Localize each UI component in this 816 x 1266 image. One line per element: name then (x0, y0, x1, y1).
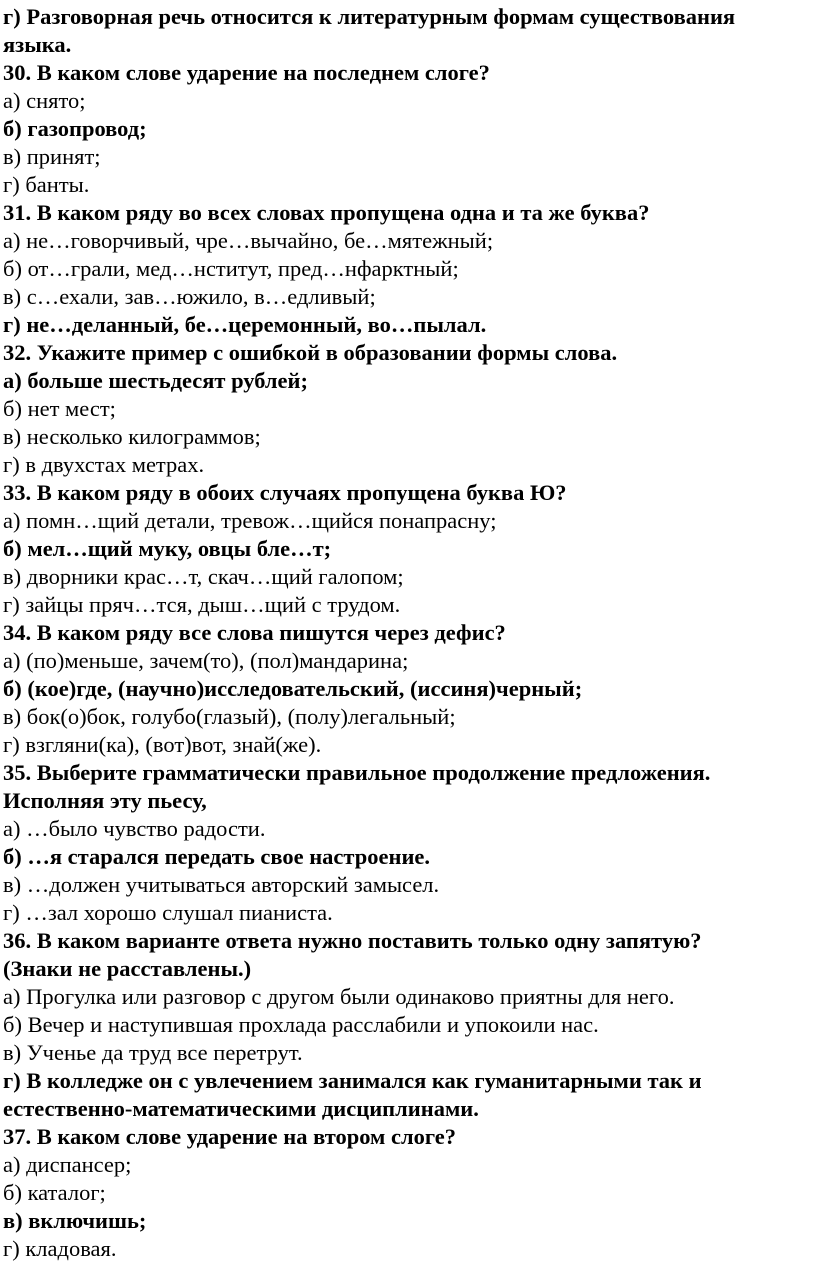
answer-option: а) диспансер; (3, 1152, 132, 1177)
answer-option: г) взгляни(ка), (вот)вот, знай(же). (3, 732, 322, 757)
question-line: 36. В каком варианте ответа нужно поставить только одну запятую? (3, 928, 702, 953)
question-line: 32. Укажите пример с ошибкой в образовании формы слова. (3, 340, 618, 365)
correct-answer-option: б) мел…щий муку, овцы бле…т; (3, 536, 332, 561)
question-line: 34. В каком ряду все слова пишутся через дефис? (3, 620, 506, 645)
correct-answer-option: в) включишь; (3, 1208, 147, 1233)
correct-answer-option: г) не…деланный, бе…церемонный, во…пылал. (3, 312, 487, 337)
correct-answer-option: б) газопровод; (3, 116, 147, 141)
answer-option: б) каталог; (3, 1180, 106, 1205)
answer-option: в) Ученье да труд все перетрут. (3, 1040, 303, 1065)
answer-option: б) от…грали, мед…нститут, пред…нфарктный; (3, 256, 459, 281)
answer-option: в) принят; (3, 144, 101, 169)
correct-answer-option: г) В колледже он с увлечением занимался как гуманитарными так и (3, 1068, 702, 1093)
answer-option: в) бок(о)бок, голубо(глазый), (полу)легальный; (3, 704, 456, 729)
question-line: 33. В каком ряду в обоих случаях пропущена буква Ю? (3, 480, 567, 505)
answer-option: г) в двухстах метрах. (3, 452, 205, 477)
question-line: 31. В каком ряду во всех словах пропущена одна и та же буква? (3, 200, 650, 225)
answer-option: г) банты. (3, 172, 90, 197)
answer-option: в) несколько килограммов; (3, 424, 261, 449)
correct-answer-option: а) больше шестьдесят рублей; (3, 368, 309, 393)
answer-option: а) не…говорчивый, чре…вычайно, бе…мятежный; (3, 228, 494, 253)
answer-option: б) Вечер и наступившая прохлада расслабили и упокоили нас. (3, 1012, 599, 1037)
answer-option: в) …должен учитываться авторский замысел. (3, 872, 440, 897)
correct-answer-option: б) …я старался передать свое настроение. (3, 844, 431, 869)
answer-option: в) с…ехали, зав…южило, в…едливый; (3, 284, 376, 309)
question-continuation: Исполняя эту пьесу, (3, 788, 207, 813)
question-line: 30. В каком слове ударение на последнем слоге? (3, 60, 490, 85)
answer-option: а) помн…щий детали, тревож…щийся понапрасну; (3, 508, 497, 533)
question-continuation: (Знаки не расставлены.) (3, 956, 252, 981)
answer-option: в) дворники крас…т, скач…щий галопом; (3, 564, 404, 589)
question-line: 37. В каком слове ударение на втором слоге? (3, 1124, 456, 1149)
answer-option: а) …было чувство радости. (3, 816, 266, 841)
answer-option: г) …зал хорошо слушал пианиста. (3, 900, 333, 925)
answer-option: г) кладовая. (3, 1236, 117, 1261)
correct-answer-option: г) Разговорная речь относится к литературным формам существования (3, 4, 736, 29)
answer-option: а) Прогулка или разговор с другом были одинаково приятны для него. (3, 984, 675, 1009)
question-continuation: языка. (3, 32, 72, 57)
question-continuation: естественно-математическими дисциплинами. (3, 1096, 479, 1121)
correct-answer-option: б) (кое)где, (научно)исследовательский, (иссиня)черный; (3, 676, 583, 701)
question-line: 35. Выберите грамматически правильное продолжение предложения. (3, 760, 711, 785)
answer-option: б) нет мест; (3, 396, 116, 421)
answer-option: а) снято; (3, 88, 86, 113)
answer-option: а) (по)меньше, зачем(то), (пол)мандарина; (3, 648, 409, 673)
answer-option: г) зайцы пряч…тся, дыш…щий с трудом. (3, 592, 401, 617)
